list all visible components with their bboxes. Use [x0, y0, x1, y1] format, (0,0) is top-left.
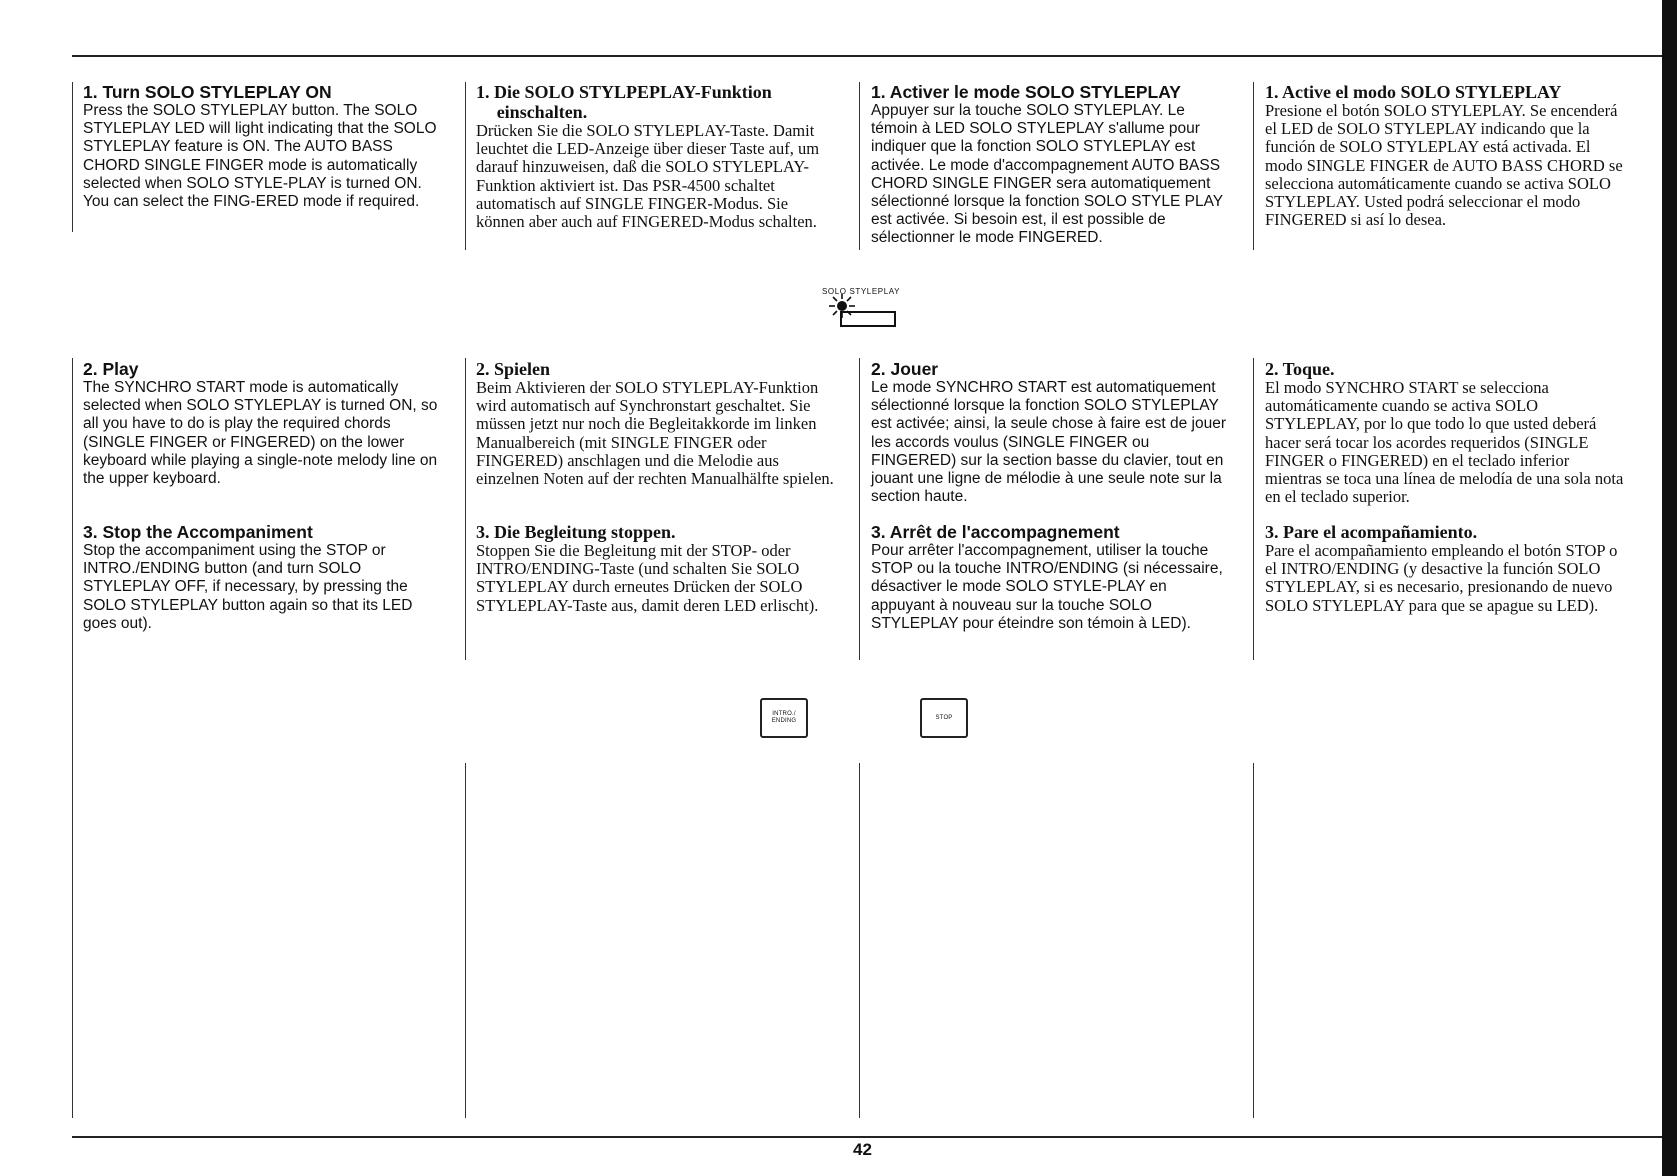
column-divider-3a	[859, 82, 860, 250]
solo-styleplay-button	[840, 311, 896, 327]
section-title: 1. Activer le mode SOLO STYLEPLAY	[871, 82, 1181, 102]
section-body: Drücken Sie die SOLO STYLEPLAY-Taste. Damit leuchtet die LED-Anzeige über dieser Taste auf, um darauf hinzuweisen, daß die SOLO STYLEPLAY-Funktion aktiviert ist. Das PSR-4500 schaltet automatisch auf SINGLE FINGER-Modus. Sie können aber auch auf FINGERED-Modus schalten.	[476, 121, 820, 232]
column-german-sec2	[476, 359, 836, 488]
column-spanish-sec3	[1265, 522, 1625, 615]
solo-styleplay-label: SOLO STYLEPLAY	[822, 287, 901, 296]
section-title: 2. Play	[83, 359, 139, 379]
column-divider-4a	[1253, 82, 1254, 250]
scan-edge	[1662, 0, 1677, 1176]
column-divider-2a	[465, 82, 466, 250]
column-french-sec1	[871, 82, 1231, 248]
section-title: 3. Die Begleitung stoppen.	[476, 522, 676, 542]
section-title: 3. Arrêt de l'accompagnement	[871, 522, 1120, 542]
column-divider-2b	[465, 358, 466, 660]
section-title: 2. Spielen	[476, 359, 551, 379]
column-english-sec2	[83, 359, 443, 488]
section-body: Stoppen Sie die Begleitung mit der STOP- oder INTRO/ENDING-Taste (und schalten Sie SOLO STYLEPLAY durch erneutes Drücken der SOLO STYLEPLAY-Taste aus, damit deren LED erlischt).	[476, 541, 819, 615]
section-body: Presione el botón SOLO STYLEPLAY. Se encenderá el LED de SOLO STYLEPLAY indicando que la función de SOLO STYLEPLAY está activada. El modo SINGLE FINGER de AUTO BASS CHORD se selecciona automáticamente cuando se activa SOLO STYLEPLAY. Usted podrá seleccionar el modo FINGERED si así lo desea.	[1265, 101, 1623, 230]
section-body: Pour arrêter l'accompagnement, utiliser la touche STOP ou la touche INTRO/ENDING (si nécessaire, désactiver le mode SOLO STYLE-PLAY en appuyant à nouveau sur la touche SOLO STYLEPLAY pour éteindre son témoin à LED).	[871, 542, 1223, 632]
column-spanish-sec1	[1265, 82, 1625, 229]
section-body: The SYNCHRO START mode is automatically selected when SOLO STYLEPLAY is turned ON, so all you have to do is play the required chords (SINGLE FINGER or FINGERED) on the lower keyboard while playing a single-note melody line on the upper keyboard.	[83, 379, 438, 488]
section-title: 1. Die SOLO STYLPEPLAY-Funktion einschalten.	[476, 82, 772, 122]
column-spanish-sec2	[1265, 359, 1625, 506]
column-divider-3c	[859, 763, 860, 1118]
intro-ending-label-line1: INTRO./	[772, 711, 796, 717]
stop-label: STOP	[935, 714, 953, 721]
intro-ending-button	[760, 698, 808, 738]
column-german-sec1	[476, 82, 836, 231]
section-body: El modo SYNCHRO START se selecciona automáticamente cuando se activa SOLO STYLEPLAY, por lo que todo lo que usted deberá hacer será tocar los acordes requeridos (SINGLE FINGER o FINGERED) en el teclado inferior mientras se toca una línea de melodía de una sola nota en el teclado superior.	[1265, 378, 1624, 507]
section-body: Beim Aktivieren der SOLO STYLEPLAY-Funktion wird automatisch auf Synchronstart geschaltet. Sie müssen jetzt nur noch die Begleitakkorde im linken Manualbereich (mit SINGLE FINGER oder FINGERED) anschlagen und die Melodie aus einzelnen Noten auf der rechten Manualhälfte spielen.	[476, 378, 834, 489]
stop-button	[920, 698, 968, 738]
column-german-sec3	[476, 522, 836, 615]
column-divider-1b	[72, 358, 73, 1118]
section-title: 3. Pare el acompañamiento.	[1265, 522, 1478, 542]
column-divider-4c	[1253, 763, 1254, 1118]
section-body: Le mode SYNCHRO START est automatiquement sélectionné lorsque la fonction SOLO STYLEPLAY est activée; ainsi, la seule chose à faire est de jouer les accords voulus (SINGLE FINGER ou FINGERED) sur la section basse du clavier, tout en jouant une ligne de mélodie à une seule note sur la section haute.	[871, 379, 1226, 506]
bottom-rule	[72, 1136, 1662, 1138]
column-english-sec1	[83, 82, 443, 211]
column-french-sec3	[871, 522, 1231, 633]
section-title: 3. Stop the Accompaniment	[83, 522, 313, 542]
section-body: Appuyer sur la touche SOLO STYLEPLAY. Le témoin à LED SOLO STYLEPLAY s'allume pour indiquer que la fonction SOLO STYLEPLAY est activée. Le mode d'accompagnement AUTO BASS CHORD SINGLE FINGER sera automatiquement sélectionné lorsque la fonction SOLO STYLE PLAY est activée. Si besoin est, il est possible de sélectionner le mode FINGERED.	[871, 102, 1223, 247]
section-title: 2. Jouer	[871, 359, 939, 379]
section-body: Press the SOLO STYLEPLAY button. The SOLO STYLEPLAY LED will light indicating that the SOLO STYLEPLAY feature is ON. The AUTO BASS CHORD SINGLE FINGER mode is automatically selected when SOLO STYLE-PLAY is turned ON. You can select the FING-ERED mode if required.	[83, 102, 437, 211]
page-number: 42	[853, 1140, 872, 1159]
column-divider-2c	[465, 763, 466, 1118]
column-divider-3b	[859, 358, 860, 660]
intro-ending-label-line2: ENDING	[771, 718, 797, 724]
column-divider-4b	[1253, 358, 1254, 660]
top-rule	[72, 55, 1662, 57]
section-title: 1. Turn SOLO STYLEPLAY ON	[83, 82, 332, 102]
section-body: Pare el acompañamiento empleando el botón STOP o el INTRO/ENDING (y desactive la función SOLO STYLEPLAY, si es necesario, presionando de nuevo SOLO STYLEPLAY para que se apague su LED).	[1265, 541, 1618, 615]
column-divider-1a	[72, 82, 73, 232]
column-english-sec3	[83, 522, 443, 633]
section-title: 1. Active el modo SOLO STYLEPLAY	[1265, 82, 1562, 102]
column-french-sec2	[871, 359, 1231, 506]
section-title: 2. Toque.	[1265, 359, 1335, 379]
section-body: Stop the accompaniment using the STOP or INTRO./ENDING button (and turn SOLO STYLEPLAY OFF, if necessary, by pressing the SOLO STYLEPLAY button again so that its LED goes out).	[83, 542, 413, 632]
